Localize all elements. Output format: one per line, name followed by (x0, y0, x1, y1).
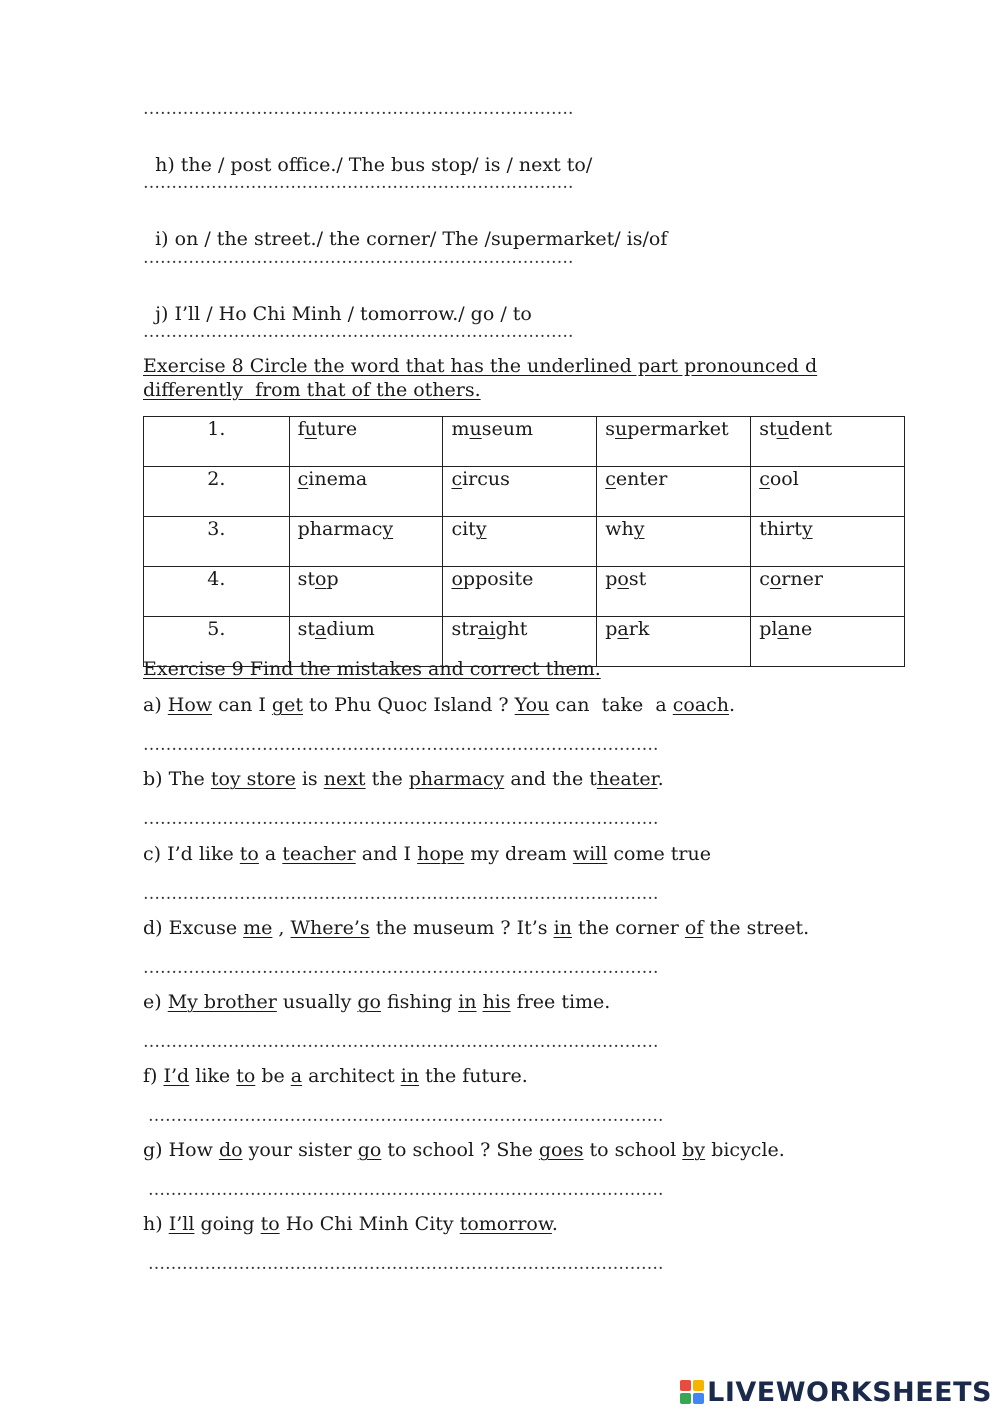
answer-line[interactable]: ………………………………………………………………………………. (148, 1106, 664, 1126)
underlined-word[interactable]: heater (596, 768, 658, 790)
answer-line[interactable]: …………………………………………………………………. (143, 322, 574, 342)
underlined-part: u (469, 418, 482, 440)
underlined-part: o (315, 568, 327, 590)
logo-text: LIVEWORKSHEETS (707, 1376, 992, 1408)
exercise9-item-a: a) How can I get to Phu Quoc Island ? You can take a coach. (143, 694, 736, 716)
word-option[interactable]: supermarket (597, 417, 751, 467)
underlined-part: c (759, 468, 770, 490)
answer-line[interactable]: ………………………………………………………………………………. (143, 958, 659, 978)
underlined-part: a (777, 618, 789, 640)
underlined-part: c (605, 468, 616, 490)
answer-line[interactable]: …………………………………………………………………. (143, 173, 574, 193)
answer-line[interactable]: …………………………………………………………………. (143, 99, 574, 119)
item-label: i) (155, 228, 169, 250)
answer-line[interactable]: ………………………………………………………………………………. (143, 1032, 659, 1052)
exercise7-item-h (143, 132, 592, 176)
underlined-word[interactable]: My brother (167, 991, 277, 1013)
underlined-word[interactable]: get (271, 694, 303, 716)
underlined-part: y (801, 518, 813, 540)
underlined-word[interactable]: tomorrow (459, 1213, 552, 1235)
word-option[interactable]: center (597, 467, 751, 517)
underlined-part: y (475, 518, 487, 540)
underlined-part: ai (477, 618, 496, 640)
underlined-word[interactable]: You (514, 694, 550, 716)
exercise9-item-c: c) I’d like to a teacher and I hope my dream will come true (143, 843, 711, 865)
word-option[interactable]: why (597, 517, 751, 567)
exercise7-item-j (143, 281, 532, 325)
table-row (144, 467, 905, 517)
underlined-word[interactable]: a (290, 1065, 303, 1087)
underlined-part: o (451, 568, 463, 590)
underlined-word[interactable]: Where’s (290, 917, 370, 939)
underlined-word[interactable]: I’d (163, 1065, 190, 1087)
word-option[interactable]: park (597, 617, 751, 667)
underlined-part: u (615, 418, 628, 440)
exercise9-item-d: d) Excuse me , Where’s the museum ? It’s in the corner of the street. (143, 917, 810, 939)
answer-line[interactable]: ………………………………………………………………………………. (148, 1254, 664, 1274)
underlined-part: y (382, 518, 394, 540)
underlined-part: y (633, 518, 645, 540)
table-row (144, 417, 905, 467)
word-option[interactable]: museum (443, 417, 597, 467)
underlined-word[interactable]: coach (672, 694, 730, 716)
row-number: 2. (144, 467, 290, 517)
underlined-part: c (297, 468, 309, 490)
underlined-word[interactable]: me (243, 917, 273, 939)
underlined-part: a (617, 618, 629, 640)
answer-line[interactable]: ………………………………………………………………………………. (143, 735, 659, 755)
word-option[interactable]: future (289, 417, 443, 467)
underlined-word[interactable]: go (357, 1139, 382, 1161)
item-label: h) (155, 154, 175, 176)
underlined-word[interactable]: do (218, 1139, 243, 1161)
row-number: 3. (144, 517, 290, 567)
underlined-word[interactable]: in (458, 991, 477, 1013)
underlined-word[interactable]: will (572, 843, 608, 865)
underlined-word[interactable]: next (323, 768, 366, 790)
underlined-word[interactable]: toy store (210, 768, 296, 790)
underlined-word[interactable]: to (260, 1213, 280, 1235)
word-option[interactable]: pharmacy (289, 517, 443, 567)
word-option[interactable]: corner (751, 567, 905, 617)
underlined-word[interactable]: of (684, 917, 704, 939)
table-row (144, 567, 905, 617)
underlined-word[interactable]: pharmacy (408, 768, 505, 790)
word-option[interactable]: opposite (443, 567, 597, 617)
exercise9-title: Exercise 9 Find the mistakes and correct them. (143, 658, 601, 680)
answer-line[interactable]: …………………………………………………………………. (143, 248, 574, 268)
underlined-part: a (315, 618, 327, 640)
underlined-part: u (304, 418, 317, 440)
underlined-word[interactable]: by (682, 1139, 706, 1161)
exercise9-item-g: g) How do your sister go to school ? She goes to school by bicycle. (143, 1139, 785, 1161)
word-option[interactable]: cinema (289, 467, 443, 517)
exercise7-item-i (143, 206, 667, 250)
liveworksheets-logo (680, 1375, 992, 1409)
underlined-word[interactable]: to (236, 1065, 256, 1087)
underlined-part: o (617, 568, 629, 590)
underlined-word[interactable]: goes (538, 1139, 584, 1161)
row-number: 1. (144, 417, 290, 467)
underlined-word[interactable]: his (482, 991, 511, 1013)
underlined-part: c (451, 468, 463, 490)
underlined-word[interactable]: in (553, 917, 572, 939)
item-text: the / post office./ The bus stop/ is / next to/ (180, 154, 593, 176)
word-option[interactable]: post (597, 567, 751, 617)
exercise8-title-line1: Exercise 8 Circle the word that has the underlined part pronounced d (143, 355, 818, 377)
underlined-part: o (769, 568, 782, 590)
word-option[interactable]: straight (443, 617, 597, 667)
answer-line[interactable]: ………………………………………………………………………………. (143, 884, 659, 904)
item-text: on / the street./ the corner/ The /supermarket/ is/of (174, 228, 668, 250)
word-option[interactable]: cool (751, 467, 905, 517)
underlined-word[interactable]: go (357, 991, 381, 1013)
word-option[interactable]: stop (289, 567, 443, 617)
answer-line[interactable]: ………………………………………………………………………………. (143, 809, 659, 829)
underlined-word[interactable]: I’ll (168, 1213, 195, 1235)
exercise9-item-b: b) The toy store is next the pharmacy and the theater. (143, 768, 664, 790)
word-option[interactable]: circus (443, 467, 597, 517)
row-number: 5. (144, 617, 290, 667)
underlined-word[interactable]: hope (417, 843, 465, 865)
word-option[interactable]: thirty (751, 517, 905, 567)
exercise8-title-line2: differently from that of the others. (143, 379, 481, 401)
underlined-part: u (776, 418, 789, 440)
word-option[interactable]: student (751, 417, 905, 467)
word-option[interactable]: city (443, 517, 597, 567)
word-option[interactable]: plane (751, 617, 905, 667)
answer-line[interactable]: ………………………………………………………………………………. (148, 1180, 664, 1200)
exercise9-item-h: h) I’ll going to Ho Chi Minh City tomorrow. (143, 1213, 558, 1235)
underlined-word[interactable]: in (400, 1065, 420, 1087)
exercise9-item-f: f) I’d like to be a architect in the future. (143, 1065, 528, 1087)
table-row (144, 517, 905, 567)
underlined-word[interactable]: teacher (282, 843, 356, 865)
item-label: j) (155, 303, 169, 325)
row-number: 4. (144, 567, 290, 617)
underlined-word[interactable]: to (239, 843, 259, 865)
word-option[interactable]: stadium (289, 617, 443, 667)
item-text: I’ll / Ho Chi Minh / tomorrow./ go / to (174, 303, 532, 325)
exercise9-item-e: e) My brother usually go fishing in his free time. (143, 991, 611, 1013)
underlined-word[interactable]: How (167, 694, 213, 716)
logo-mark-icon (680, 1380, 704, 1404)
exercise8-table (143, 416, 905, 667)
